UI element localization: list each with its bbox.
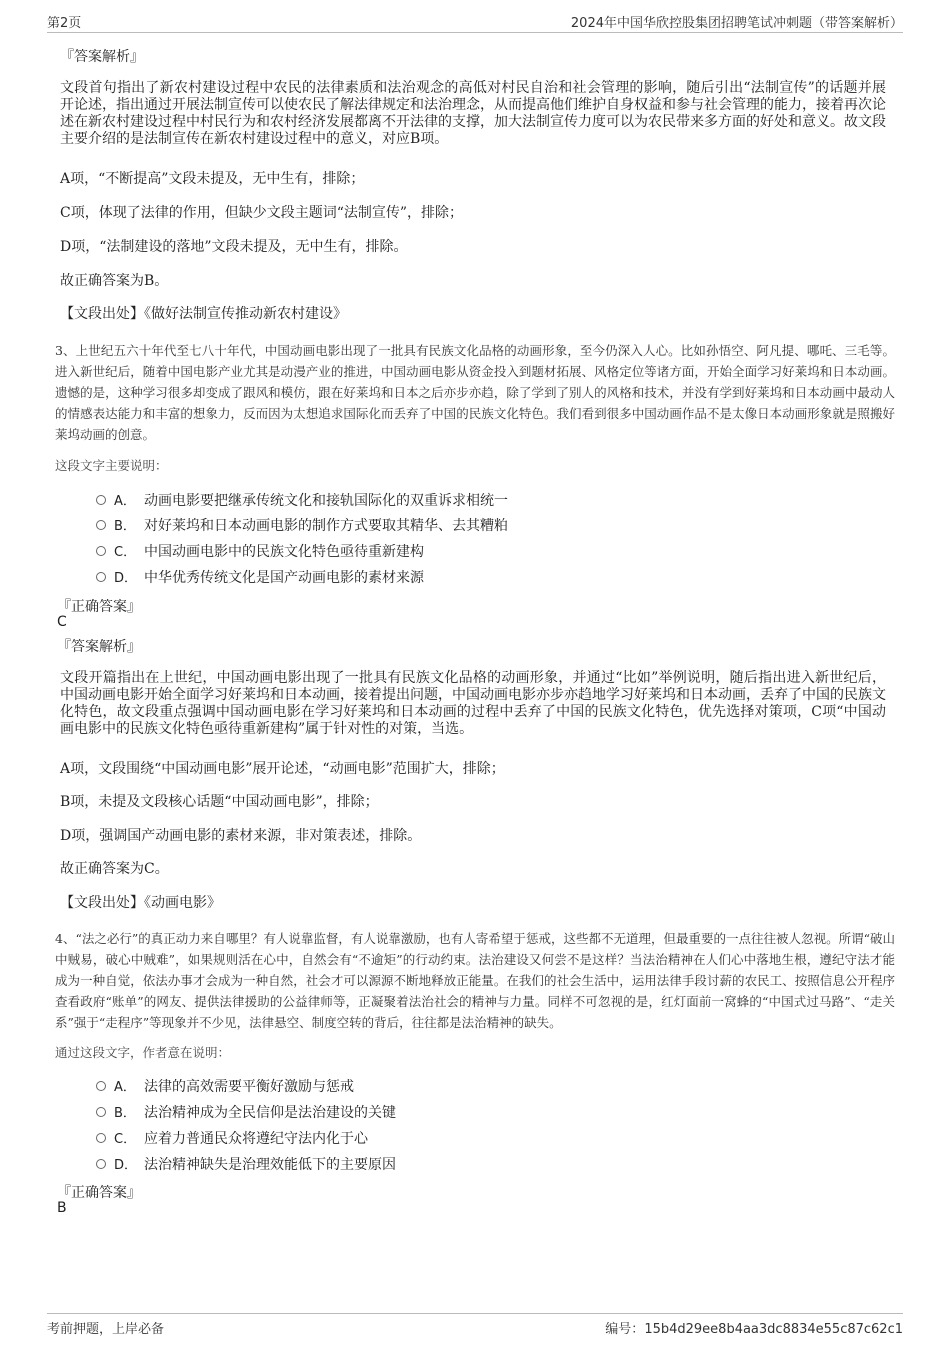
analysis-note-b: B项，未提及文段核心话题“中国动画电影”，排除； xyxy=(60,794,379,810)
analysis-note-d: D项，强调国产动画电影的素材来源，非对策表述，排除。 xyxy=(60,828,422,844)
document-title: 2024年中国华欣控股集团招聘笔试冲刺题（带答案解析） xyxy=(570,16,903,31)
page-footer xyxy=(47,1313,903,1338)
analysis-heading: 『答案解析』 xyxy=(60,49,144,65)
analysis-note-d: D项，“法制建设的落地”文段未提及，无中生有，排除。 xyxy=(60,239,408,255)
question-3-option-d[interactable]: D． 中华优秀传统文化是国产动画电影的素材来源 xyxy=(96,567,424,587)
analysis-note-c: C项，体现了法律的作用，但缺少文段主题词“法制宣传”，排除； xyxy=(60,205,464,221)
question-4-option-b[interactable]: B． 法治精神成为全民信仰是法治建设的关键 xyxy=(96,1102,396,1122)
document-code xyxy=(605,1318,903,1337)
analysis-note-a: A项，文段围绕“中国动画电影”展开论述，“动画电影”范围扩大，排除； xyxy=(60,761,505,777)
question-3-stem: 这段文字主要说明： xyxy=(55,458,168,473)
page-number: 第2页 xyxy=(47,16,82,31)
radio-icon[interactable] xyxy=(96,495,106,505)
question-3-option-c[interactable]: C． 中国动画电影中的民族文化特色亟待重新建构 xyxy=(96,541,424,561)
analysis-conclusion: 故正确答案为C。 xyxy=(60,861,169,877)
question-3-option-b[interactable]: B． 对好莱坞和日本动画电影的制作方式要取其精华、去其糟粕 xyxy=(96,515,508,535)
radio-icon[interactable] xyxy=(96,546,106,556)
analysis-conclusion: 故正确答案为B。 xyxy=(60,273,169,289)
question-4-text: 4、“法之必行”的真正动力来自哪里？有人说靠监督，有人说靠激励，也有人寄希望于惩戒，这些都不无道理，但最重要的一点往往被人忽视。所谓“破山中贼易，破心中贼难”，如果规则活在心中，自然会有“不逾矩”的行动约束。法治建设又何尝不是这样？当法治精神在人们心中落地生根，遵纪守法才能成为一种自觉，依法办事才会成为一种自然，社会才可以源源不断地释放正能量。在我们的社会生活中，运用法律手段讨薪的农民工、按照信息公开程序查看政府“账单”的网友、提供法律援助的公益律师等，正凝聚着法治社会的精神与力量。同样不可忽视的是，红灯面前一窝蜂的“中国式过马路”、“走关系”强于“走程序”等现象并不少见，法律悬空、制度空转的背后，往往都是法治精神的缺失。 xyxy=(55,931,895,1030)
radio-icon[interactable] xyxy=(96,520,106,530)
radio-icon[interactable] xyxy=(96,1107,106,1117)
document-code-label: 编号： xyxy=(605,1322,645,1337)
question-3-option-a[interactable]: A． 动画电影要把继承传统文化和接轨国际化的双重诉求相统一 xyxy=(96,490,508,510)
question-4-stem: 通过这段文字，作者意在说明： xyxy=(55,1045,231,1060)
passage-source: 【文段出处】《做好法制宣传推动新农村建设》 xyxy=(60,306,347,322)
page-header xyxy=(47,12,903,33)
radio-icon[interactable] xyxy=(96,1133,106,1143)
question-4-option-c[interactable]: C． 应着力普通民众将遵纪守法内化于心 xyxy=(96,1128,368,1148)
analysis-note-a: A项，“不断提高”文段未提及，无中生有，排除； xyxy=(60,171,365,187)
correct-answer-heading: 『正确答案』 xyxy=(57,1185,141,1201)
document-code-value: 15b4d29ee8b4aa3dc8834e55c87c62c1 xyxy=(644,1322,903,1337)
radio-icon[interactable] xyxy=(96,1159,106,1169)
question-4-option-d[interactable]: D． 法治精神缺失是治理效能低下的主要原因 xyxy=(96,1154,396,1174)
correct-answer: B xyxy=(57,1200,67,1216)
footer-slogan: 考前押题，上岸必备 xyxy=(47,1322,165,1337)
analysis-text: 文段开篇指出在上世纪，中国动画电影出现了一批具有民族文化品格的动画形象，并通过“比如”举例说明，随后指出进入新世纪后，中国动画电影开始全面学习好莱坞和日本动画，接着提出问题，中国动画电影亦步亦趋地学习好莱坞和日本动画，丢弃了中国的民族文化特色，故文段重点强调中国动画电影在学习好莱坞和日本动画的过程中丢弃了中国的民族文化特色，优先选择对策项，C项“中国动画电影中的民族文化特色亟待重新建构”属于针对性的对策，当选。 xyxy=(60,670,886,737)
analysis-heading: 『答案解析』 xyxy=(57,639,141,655)
radio-icon[interactable] xyxy=(96,572,106,582)
question-4-option-a[interactable]: A． 法律的高效需要平衡好激励与惩戒 xyxy=(96,1076,354,1096)
question-3-text: 3、上世纪五六十年代至七八十年代，中国动画电影出现了一批具有民族文化品格的动画形象，至今仍深入人心。比如孙悟空、阿凡提、哪吒、三毛等。进入新世纪后，随着中国电影产业尤其是动漫产业的推进，中国动画电影从资金投入到题材拓展、风格定位等诸方面，开始全面学习好莱坞和日本动画。遗憾的是，这种学习很多却变成了跟风和模仿，跟在好莱坞和日本之后亦步亦趋，除了学到了别人的风格和技术，并没有学到好莱坞和日本动画中最动人的情感表达能力和丰富的想象力，反而因为太想追求国际化而丢弃了中国的民族文化特色。我们看到很多中国动画作品不是太像日本动画形象就是照搬好莱坞动画的创意。 xyxy=(55,343,895,442)
radio-icon[interactable] xyxy=(96,1081,106,1091)
correct-answer: C xyxy=(57,614,67,630)
correct-answer-heading: 『正确答案』 xyxy=(57,599,141,615)
analysis-text: 文段首句指出了新农村建设过程中农民的法律素质和法治观念的高低对村民自治和社会管理的影响，随后引出“法制宣传”的话题并展开论述，指出通过开展法制宣传可以使农民了解法律规定和法治理念，从而提高他们维护自身权益和参与社会管理的能力，接着再次论述在新农村建设过程中村民行为和农村经济发展都离不开法律的支撑，加大法制宣传力度可以为农民带来多方面的好处和意义。故文段主要介绍的是法制宣传在新农村建设过程中的意义，对应B项。 xyxy=(60,80,886,147)
passage-source: 【文段出处】《动画电影》 xyxy=(60,895,221,911)
